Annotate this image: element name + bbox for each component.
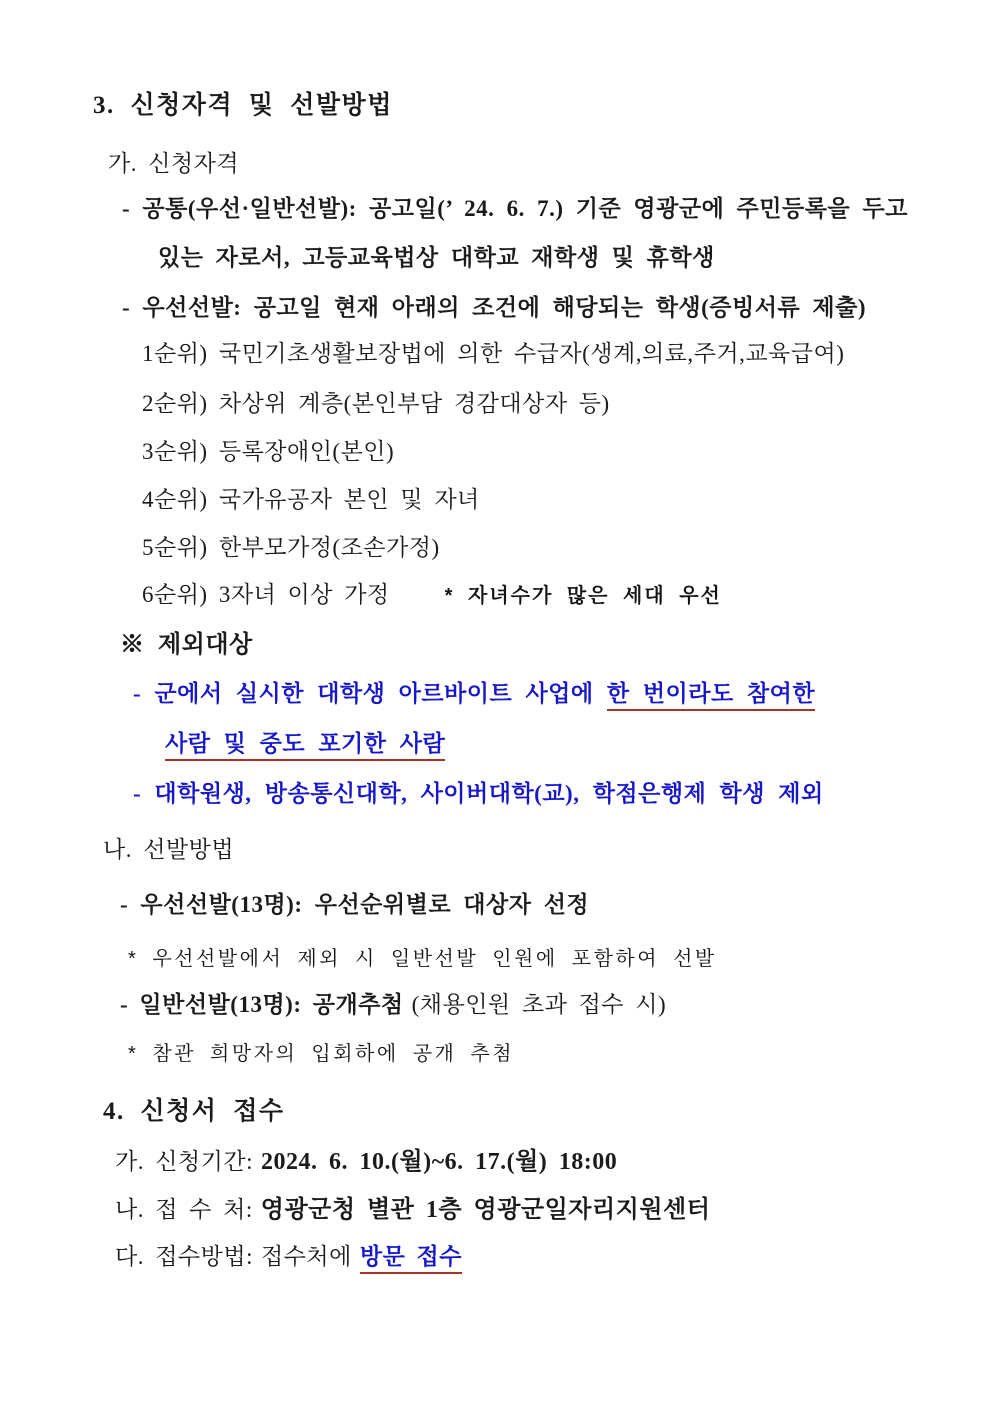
method-priority-line: - 우선선발(13명): 우선순위별로 대상자 선정 xyxy=(120,892,590,917)
place-label: 나. 접 수 처: xyxy=(115,1197,253,1222)
exclusion-item1-line2-underlined: 사람 및 중도 포기한 사람 xyxy=(165,731,445,761)
method-general-bold: - 일반선발(13명): 공개추첨 xyxy=(120,992,404,1017)
qualification-title: 가. 신청자격 xyxy=(108,151,240,176)
method-priority-note: * 우선선발에서 제외 시 일반선발 인원에 포함하여 선발 xyxy=(128,948,717,970)
place-value: 영광군청 별관 1층 영광군일자리지원센터 xyxy=(260,1197,711,1223)
rank-item-6 xyxy=(142,581,722,610)
rank-item-4: 4순위) 국가유공자 본인 및 자녀 xyxy=(142,487,480,512)
method-title: 나. 선발방법 xyxy=(103,837,235,862)
rank-item-2: 2순위) 차상위 계층(본인부담 경감대상자 등) xyxy=(142,391,610,416)
exclusion-item1-line1 xyxy=(133,680,815,709)
rank-item-3: 3순위) 등록장애인(본인) xyxy=(142,439,395,464)
rank-item-1: 1순위) 국민기초생활보장법에 의한 수급자(생계,의료,주거,교육급여) xyxy=(142,341,845,366)
rank-item-6-text: 6순위) 3자녀 이상 가정 xyxy=(142,582,390,607)
period-label: 가. 신청기간: xyxy=(115,1149,253,1174)
method-general-line xyxy=(120,991,666,1020)
period-value: 2024. 6. 10.(월)~6. 17.(월) 18:00 xyxy=(260,1149,618,1175)
visit-submission-emphasis: 방문 접수 xyxy=(360,1244,462,1274)
application-period-row xyxy=(115,1147,617,1177)
rank-item-6-note: * 자녀수가 많은 세대 우선 xyxy=(444,585,722,607)
rank-item-5: 5순위) 한부모가정(조손가정) xyxy=(142,535,440,560)
section3-heading: 3. 신청자격 및 선발방법 xyxy=(93,92,393,119)
common-eligibility-line1: - 공통(우선·일반선발): 공고일(’ 24. 6. 7.) 기준 영광군에 주민등록을 두고 xyxy=(122,196,908,221)
how-label: 다. 접수방법: xyxy=(115,1244,253,1269)
exclusion-item1-plain: - 군에서 실시한 대학생 아르바이트 사업에 xyxy=(133,681,607,706)
exclusion-item2: - 대학원생, 방송통신대학, 사이버대학(교), 학점은행제 학생 제외 xyxy=(133,781,824,806)
priority-selection-intro: - 우선선발: 공고일 현재 아래의 조건에 해당되는 학생(증빙서류 제출) xyxy=(122,295,867,320)
exclusion-title: ※ 제외대상 xyxy=(120,632,253,658)
exclusion-item1-line2 xyxy=(165,730,445,759)
section4-heading: 4. 신청서 접수 xyxy=(103,1098,285,1125)
exclusion-item1-underlined: 한 번이라도 참여한 xyxy=(607,681,815,711)
common-eligibility-line2: 있는 자로서, 고등교육법상 대학교 재학생 및 휴학생 xyxy=(158,245,715,270)
method-general-note: * 참관 희망자의 입회하에 공개 추첨 xyxy=(128,1043,515,1065)
method-general-rest: (채용인원 초과 접수 시) xyxy=(411,992,667,1017)
application-place-row xyxy=(115,1195,710,1225)
how-plain: 접수처에 xyxy=(260,1244,352,1269)
application-how-row xyxy=(115,1243,462,1272)
